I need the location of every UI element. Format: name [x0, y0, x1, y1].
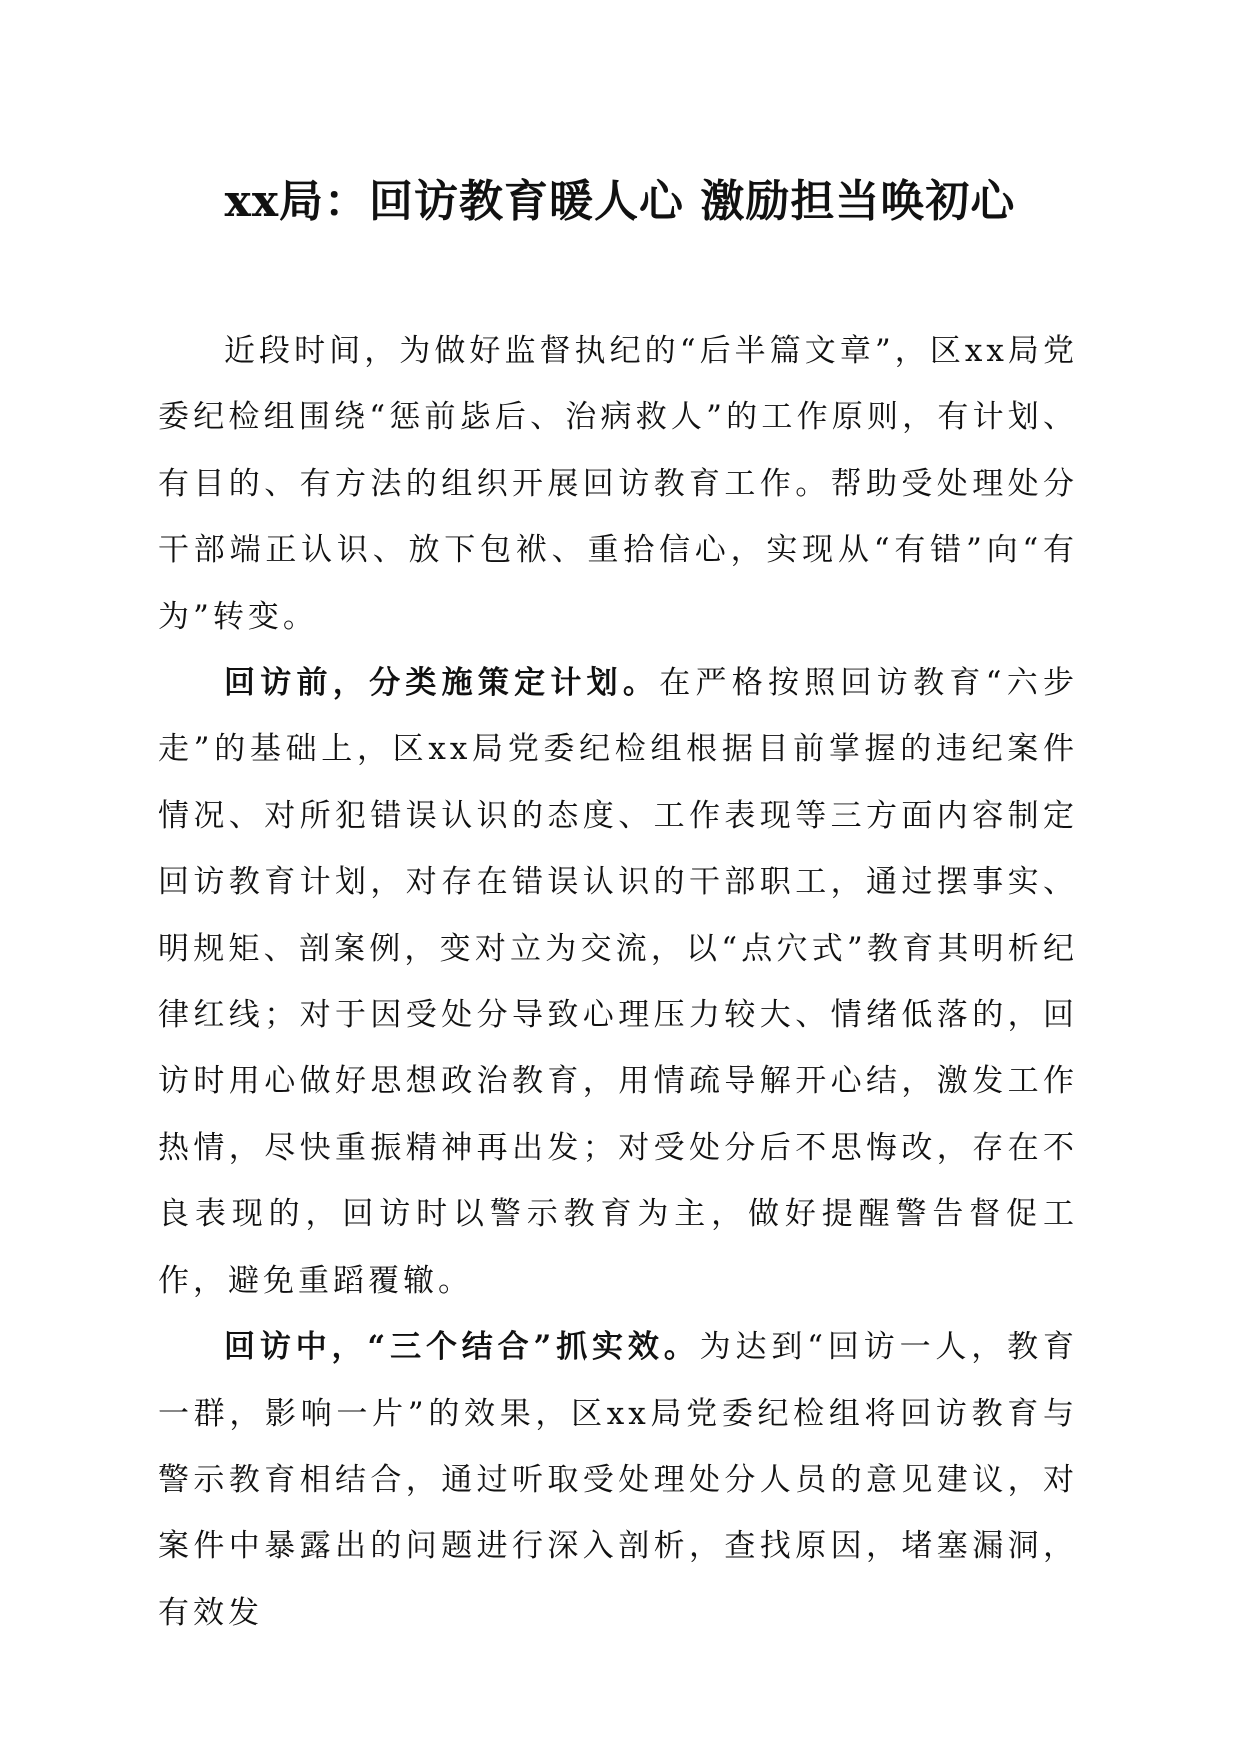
paragraph-intro: [158, 318, 1078, 650]
paragraph-lead: 回访中，“三个结合”抓实效。: [224, 1329, 700, 1366]
document-title: xx局：回访教育暖人心 激励担当唤初心: [224, 176, 1016, 227]
paragraph-text: 在严格按照回访教育“六步走”的基础上，区xx局党委纪检组根据目前掌握的违纪案件情况、对所犯错误认识的态度、工作表现等三方面内容制定回访教育计划，对存在错误认识的干部职工，通过摆事实、明规矩、剖案例，变对立为交流，以“点穴式”教育其明析纪律红线；对于因受处分导致心理压力较大、情绪低落的，回访时用心做好思想政治教育，用情疏导解开心结，激发工作热情，尽快重振精神再出发；对受处分后不思悔改，存在不良表现的，回访时以警示教育为主，做好提醒警告督促工作，避免重蹈覆辙。: [158, 665, 1078, 1299]
paragraph-lead: 回访前，分类施策定计划。: [224, 665, 660, 702]
paragraph-before-visit: [158, 650, 1078, 1314]
document-body: [158, 318, 1078, 1646]
paragraph-text: 为达到“回访一人，教育一群，影响一片”的效果，区xx局党委纪检组将回访教育与警示教育相结合，通过听取受处理处分人员的意见建议，对案件中暴露出的问题进行深入剖析，查找原因，堵塞漏洞，有效发: [158, 1329, 1078, 1631]
paragraph-during-visit: [158, 1314, 1078, 1646]
paragraph-text: 近段时间，为做好监督执纪的“后半篇文章”，区xx局党委纪检组围绕“惩前毖后、治病救人”的工作原则，有计划、有目的、有方法的组织开展回访教育工作。帮助受处理处分干部端正认识、放下包袱、重拾信心，实现从“有错”向“有为”转变。: [158, 333, 1078, 635]
